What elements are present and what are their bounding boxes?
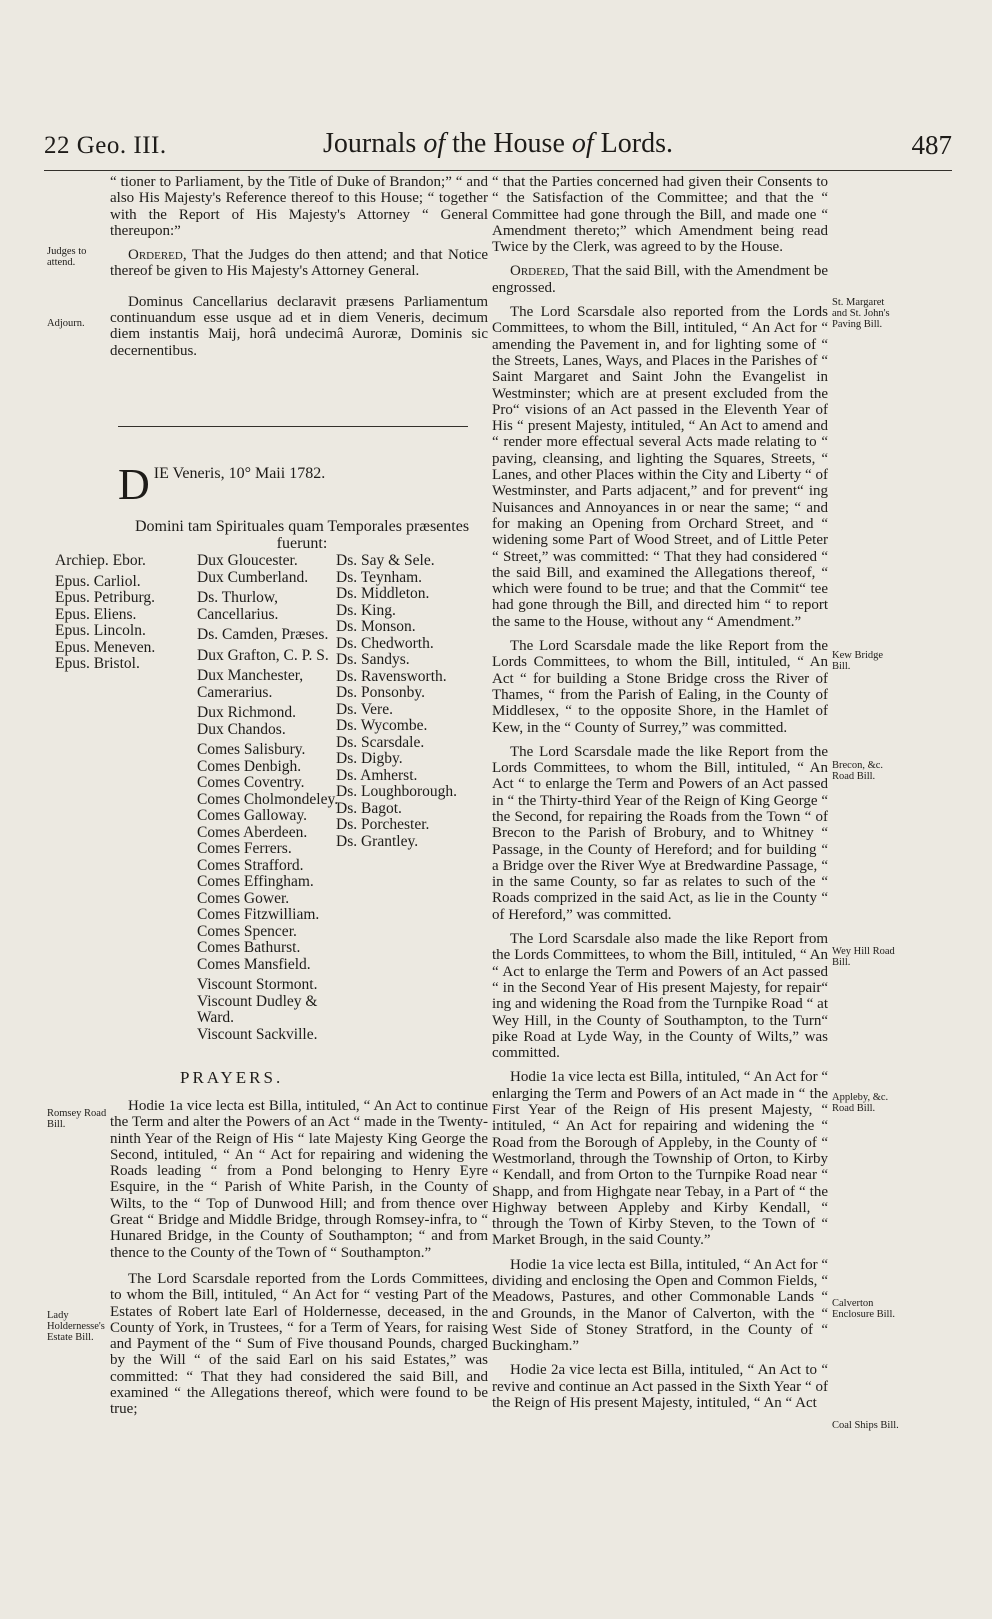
peer-entry: Comes Mansfield. xyxy=(197,955,311,973)
baron-entry: Ds. Sandys. xyxy=(336,651,410,668)
baron-entry: Ds. Chedworth. xyxy=(336,634,434,652)
baron-entry: Ds. Scarsdale. xyxy=(336,733,425,751)
bishop-entry: Epus. Eliens. xyxy=(55,605,137,623)
peer-entry: Dux Cumberland. xyxy=(197,568,309,586)
left-column-bottom xyxy=(110,1098,488,1426)
bishop-entry: Epus. Petriburg. xyxy=(55,589,156,606)
attendance-heading: Domini tam Spirituales quam Temporales præsentes fuerunt: xyxy=(134,518,470,552)
regnal-year: 22 Geo. III. xyxy=(44,132,167,159)
peer-entry: Comes Cholmondeley. xyxy=(197,790,339,808)
page-number: 487 xyxy=(911,130,952,160)
bishop-entry: Epus. Lincoln. xyxy=(55,622,146,639)
baron-entry: Ds. Middleton. xyxy=(336,585,430,602)
peer-entry: Comes Ferrers. xyxy=(197,840,292,857)
margin-coal-ships: Coal Ships Bill. xyxy=(832,1420,899,1431)
amendment-paragraph: “ that the Parties concerned had given their Consents to “ the Satisfaction of the Committee; and that the “ Committee had gone through the Bill, and made one “ Amendment thereto;” which Amendment being read Twice by the Clerk, was agreed to by the House. xyxy=(492,174,828,256)
petition-continuation: “ tioner to Parliament, by the Title of Duke of Brandon;” “ and also His Majesty's Reference thereof to this House; “ together with the Report of His Majesty's Attorney “ General thereupon:” xyxy=(110,174,488,239)
ordered-judges-paragraph: Ordered, That the Judges do then attend; and that Notice thereof be given to His Majesty's Attorney General. xyxy=(110,247,488,280)
paving-paragraph: The Lord Scarsdale also reported from the Lords Committees, to whom the Bill, intituled, “ An Act for “ amending the Pavement in, and for lighting some of “ the Streets, Lanes, Ways, and Places in the Parishes of “ Saint Margaret and Saint John the Evangelist in Westminster; which are at present excluded from the Pro“ visions of an Act passed in the Eleventh Year of His “ present Majesty, intituled, “ An Act to amend and “ render more effectual several Acts made relating to “ paving, cleansing, and lighting the Squares, Streets, “ Lanes, and other Places within the City and Liberty “ of Westminster, and Parts adjacent,” and for prevent“ ing Nuisances and Annoyances in or near the same; “ and for making an Opening from Orchard Street, and “ widening some Part of Wood Street, and of Little Peter “ Street,” was committed: “ That they had considered “ the said Bill, and examined the Allegations thereof, “ which were found to be true; and that the Commit“ tee had gone through the Bill, and directed him “ to report the same to the House, without any “ Amendment.” xyxy=(492,304,828,630)
peer-entry: Comes Denbigh. xyxy=(197,757,302,775)
margin-wey-hill: Wey Hill Road Bill. xyxy=(832,946,895,968)
margin-paving: St. Margaret and St. John's Paving Bill. xyxy=(832,297,890,330)
peer-entry: Comes Salisbury. xyxy=(197,741,306,758)
peer-entry: Comes Strafford. xyxy=(197,856,304,874)
baron-entry: Ds. Wycombe. xyxy=(336,717,428,734)
margin-lady-holdernesse: Lady Holdernesse's Estate Bill. xyxy=(47,1310,105,1343)
peer-entry: Ds. Camden, Præses. xyxy=(197,626,329,643)
bishop-entry: Archiep. Ebor. xyxy=(55,552,146,569)
brecon-paragraph: The Lord Scarsdale made the like Report from the Lords Committees, to whom the Bill, intituled, “ An Act “ to enlarge the Term and Powers of an Act passed in “ the Thirty-third Year of the Reign of King George “ the Second, for repairing the Roads from the Town “ of Brecon to the Parish of Brobury, and to Whitney “ Passage, in the County of Hereford; and for building “ a Bridge over the River Wye at Bredwardine Passage, “ in the same County, so far as relates to such of the “ Roads comprized in the said Act, as lie in the County “ of Hereford,” was committed. xyxy=(492,743,828,923)
baron-entry: Ds. Monson. xyxy=(336,618,416,635)
peer-entry: Ds. Thurlow, Cancellarius. xyxy=(197,589,279,623)
sitting-date: D IE Veneris, 10° Maii 1782. xyxy=(118,460,326,509)
baron-entry: Ds. Loughborough. xyxy=(336,783,457,800)
kew-paragraph: The Lord Scarsdale made the like Report from the Lords Committees, to whom the Bill, intituled, “ An Act “ for building a Stone Bridge cross the River of Thames, “ from the Parish of Ealing, in the County of Middlesex, “ to the opposite Shore, in the Hamlet of Kew, in the “ County of Surrey,” was committed. xyxy=(492,638,828,736)
calverton-paragraph: Hodie 1a vice lecta est Billa, intituled, “ An Act for “ dividing and enclosing the Open and Common Fields, “ Meadows, Pastures, and other Commonable Lands “ and Grounds, in the Manor of Calverton, with the “ West Side of Stoney Stratford, in the County of “ Buckingham.” xyxy=(492,1256,828,1355)
peer-entry: Comes Fitzwilliam. xyxy=(197,906,320,923)
baron-entry: Ds. Digby. xyxy=(336,750,403,767)
bishop-entry: Epus. Carliol. xyxy=(55,572,141,590)
margin-calverton: Calverton Enclosure Bill. xyxy=(832,1298,895,1320)
peer-entry: Comes Spencer. xyxy=(197,922,297,940)
peer-entry: Comes Gower. xyxy=(197,889,290,907)
header-rule xyxy=(44,170,952,171)
margin-romsey: Romsey Road Bill. xyxy=(47,1108,107,1130)
baron-entry: Ds. King. xyxy=(336,601,396,619)
coal-ships-paragraph: Hodie 2a vice lecta est Billa, intituled, “ An Act to “ revive and continue an Act passed in the Sixth Year “ of the Reign of His present Majesty, intituled, “ An “ Act xyxy=(492,1362,828,1412)
margin-judges: Judges to attend. xyxy=(47,246,87,268)
romsey-paragraph: Hodie 1a vice lecta est Billa, intituled, “ An Act to continue the Term and alter the Powers of an Act “ made in the Twenty-ninth Year of the Reign of His “ late Majesty King George the Second, intituled, “ An “ Act for repairing and widening the Roads leading “ from a Pond belonging to Henry Eyre Esquire, in the “ Parish of White Parish, in the County of Wilts, to the “ Top of Dunwood Hill; and from thence over Great “ Bridge and Middle Bridge, through Romsey-infra, to “ Hunared Bridge, in the County of Southampton; “ and from thence to the County of the Town of “ Southampton.” xyxy=(110,1098,488,1261)
baron-entry: Ds. Ravensworth. xyxy=(336,667,447,685)
margin-kew: Kew Bridge Bill. xyxy=(832,650,884,672)
peer-entry: Dux Grafton, C. P. S. xyxy=(197,646,329,664)
margin-appleby: Appleby, &c. Road Bill. xyxy=(832,1092,889,1114)
section-rule xyxy=(118,426,468,427)
barons-list xyxy=(336,553,457,850)
baron-entry: Ds. Grantley. xyxy=(336,832,419,850)
journal-title: Journals of the House of Lords. xyxy=(323,128,673,159)
holdernesse-paragraph: The Lord Scarsdale reported from the Lords Committees, to whom the Bill, intituled, “ An Act for “ vesting Part of the Estates of Robert late Earl of Holdernesse, deceased, in the County of York, in Trustees, “ for a Term of Years, for raising and Payment of the “ Sum of Five thousand Pounds, charged by the Will “ of the said Earl on his said Estates,” was committed: “ That they had considered the said Bill, and examined “ the Allegations thereof, which were found to be true; xyxy=(110,1270,488,1418)
peer-entry: Comes Bathurst. xyxy=(197,939,301,956)
margin-brecon: Brecon, &c. Road Bill. xyxy=(832,760,884,782)
appleby-paragraph: Hodie 1a vice lecta est Billa, intituled, “ An Act for “ enlarging the Term and Powers of an Act made in “ the First Year of the Reign of His present Majesty, “ intituled, “ An Act for repairing and widening the “ Road from the Borough of Appleby, in the County of “ Westmorland, through the Township of Orton, to Kirby “ Kendall, and from Orton to the Turnpike Road near “ Shapp, and from Highgate near Tebay, in a Part of “ the Highway between Appleby and Kirby Kendall, “ through the Town of Kirby Steven, to the Town of “ Market Brough, in the said County.” xyxy=(492,1069,828,1249)
peer-entry: Comes Effingham. xyxy=(197,873,314,890)
baron-entry: Ds. Teynham. xyxy=(336,568,423,586)
prayers-heading: PRAYERS. xyxy=(180,1068,284,1087)
peer-entry: Viscount Stormont. xyxy=(197,976,318,993)
baron-entry: Ds. Bagot. xyxy=(336,799,402,817)
left-column-top xyxy=(110,174,488,367)
baron-entry: Ds. Porchester. xyxy=(336,816,430,833)
page-header xyxy=(44,128,952,168)
baron-entry: Ds. Ponsonby. xyxy=(336,684,425,701)
baron-entry: Ds. Vere. xyxy=(336,700,393,718)
ordered-engrossed-paragraph: Ordered, That the said Bill, with the Amendment be engrossed. xyxy=(492,263,828,296)
peer-entry: Comes Galloway. xyxy=(197,807,308,824)
adjournment-paragraph: Dominus Cancellarius declaravit præsens Parliamentum continuandum esse usque ad et in diem Veneris, decimum diem instantis Maij, horâ undecimâ Auroræ, Dominis sic decernentibus. xyxy=(110,293,488,359)
bishop-entry: Epus. Meneven. xyxy=(55,638,156,656)
margin-adjourn: Adjourn. xyxy=(47,318,85,329)
drop-cap: D xyxy=(118,460,150,509)
peer-entry: Comes Aberdeen. xyxy=(197,823,308,841)
peer-entry: Dux Manchester, Camerarius. xyxy=(197,667,304,701)
peer-entry: Dux Chandos. xyxy=(197,720,286,738)
bishops-list xyxy=(55,553,155,673)
dukes-earls-list xyxy=(197,553,337,1043)
right-column xyxy=(492,174,828,1419)
baron-entry: Ds. Amherst. xyxy=(336,766,418,784)
wey-hill-paragraph: The Lord Scarsdale also made the like Report from the Lords Committees, to whom the Bill, intituled, “ An “ Act to enlarge the Term and Powers of an Act passed “ in the Second Year of His present Majesty, for repair“ ing and widening the Road from the Turnpike Road “ at Wey Hill, in the County of Southampton, to the Turn“ pike Road at Lyde Way, in the County of Wilts,” was committed. xyxy=(492,931,828,1062)
baron-entry: Ds. Say & Sele. xyxy=(336,552,435,569)
peer-entry: Dux Gloucester. xyxy=(197,552,298,569)
peer-entry: Viscount Sackville. xyxy=(197,1025,318,1043)
peer-entry: Comes Coventry. xyxy=(197,774,305,791)
peer-entry: Viscount Dudley & Ward. xyxy=(197,992,318,1026)
peer-entry: Dux Richmond. xyxy=(197,704,297,721)
bishop-entry: Epus. Bristol. xyxy=(55,655,140,672)
